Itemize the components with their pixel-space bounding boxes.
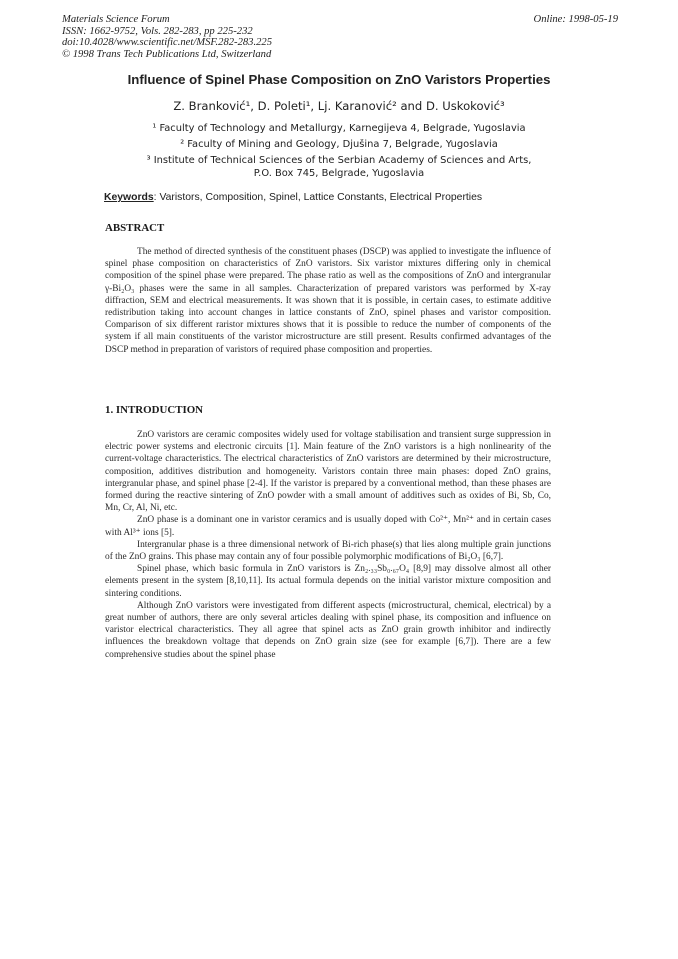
journal-name: Materials Science Forum — [62, 14, 170, 25]
intro-paragraph-5: Although ZnO varistors were investigated from different aspects (microstructural, chemical, electrical) by a great number of authors, there are only several articles dealing with spinel phase, its composition and influence on varistor electrical characteristics. They all agree that spinel acts as ZnO grain growth inhibitor and indirectly influences the breakdown voltage that depends on ZnO grain size (see for example [6,7]). There are a few comprehensive studies about the spinel phase — [105, 600, 551, 660]
affiliation-2: ² Faculty of Mining and Geology, Djušina 7, Belgrade, Yugoslavia — [180, 139, 498, 150]
online-date: Online: 1998-05-19 — [533, 14, 618, 25]
affiliation-3: ³ Institute of Technical Sciences of the Serbian Academy of Sciences and Arts, — [146, 155, 532, 166]
keywords-text: : Varistors, Composition, Spinel, Lattice Constants, Electrical Properties — [153, 192, 483, 203]
intro-paragraph-1: ZnO varistors are ceramic composites widely used for voltage stabilisation and transient surge suppression in electric power systems and electronic circuits [1]. Main feature of the ZnO varistors is a high nonlinearity of the current-voltage characteristics. The electrical characteristics of ZnO varistors are determined by their microstructure, composition, additives distribution and homogeneity. Varistors contain three main phases: doped ZnO grains, intergranular phase, and spinel phase [2-4]. If the varistor is prepared by a conventional method, than these phases are formed during the reactive sintering of ZnO powder with a small amount of additives such as oxides of Bi, Sb, Co, Mn, Cr, Al, Ni, etc. — [105, 430, 551, 514]
abstract-heading: ABSTRACT — [105, 222, 165, 234]
keywords-label: Keywords — [104, 192, 154, 203]
abstract-paragraph: The method of directed synthesis of the constituent phases (DSCP) was applied to investigate the influence of spinel phase composition on characteristics of ZnO varistors. Six varistor mixtures differing only in chemical composition of the spinel phase were prepared. The phase ratio as well as the compositions of ZnO and intergranular γ-Bi₂O₃ phases were the same in all samples. Characterization of prepared varistors was performed by X-ray diffraction, SEM and electrical measurements. It was shown that it is possible, in certain cases, to estimate additive redistribution taking into account changes in lattice constants of ZnO, spinel phases and varistor composition. Comparison of six different raristor mixtures shows that it is possible to reduce the number of components of the system if all main constituents of the varistor microstructure are still present. Results confirmed advantages of the DSCP method in preparation of varistors of required phase composition and properties. — [105, 247, 551, 355]
doi-link[interactable]: doi:10.4028/www.scientific.net/MSF.282-283.225 — [62, 37, 272, 49]
issn-line: ISSN: 1662-9752, Vols. 282-283, pp 225-232 — [62, 25, 253, 37]
intro-paragraph-4: Spinel phase, which basic formula in ZnO varistors is Zn₂.₃₃Sb₀.₆₇O₄ [8,9] may dissolve almost all other elements present in the system [8,10,11]. Its actual formula depends on the initial varistor mixture composition and sintering conditions. — [105, 564, 551, 599]
intro-paragraph-2: ZnO phase is a dominant one in varistor ceramics and is usually doped with Co²⁺, Mn²⁺ and in certain cases with Al³⁺ ions [5]. — [105, 515, 551, 538]
affiliation-1: ¹ Faculty of Technology and Metallurgy, Karnegijeva 4, Belgrade, Yugoslavia — [152, 123, 526, 134]
affiliation-3-cont: P.O. Box 745, Belgrade, Yugoslavia — [253, 168, 425, 179]
introduction-body — [105, 429, 551, 661]
introduction-heading: 1. INTRODUCTION — [105, 404, 204, 416]
keywords-line — [104, 192, 482, 203]
intro-paragraph-3: Intergranular phase is a three dimensional network of Bi-rich phase(s) that lies along multiple grain junctions of the ZnO grains. This phase may contain any of four possible polymorphic modifications of Bi₂O₃ [6,7]. — [105, 539, 551, 563]
abstract-body — [105, 246, 551, 356]
publication-info — [62, 14, 272, 60]
author-list: Z. Branković¹, D. Poleti¹, Lj. Karanović² and D. Uskoković³ — [173, 99, 505, 113]
paper-title: Influence of Spinel Phase Composition on ZnO Varistors Properties — [127, 72, 551, 87]
copyright-line: © 1998 Trans Tech Publications Ltd, Switzerland — [62, 48, 272, 60]
